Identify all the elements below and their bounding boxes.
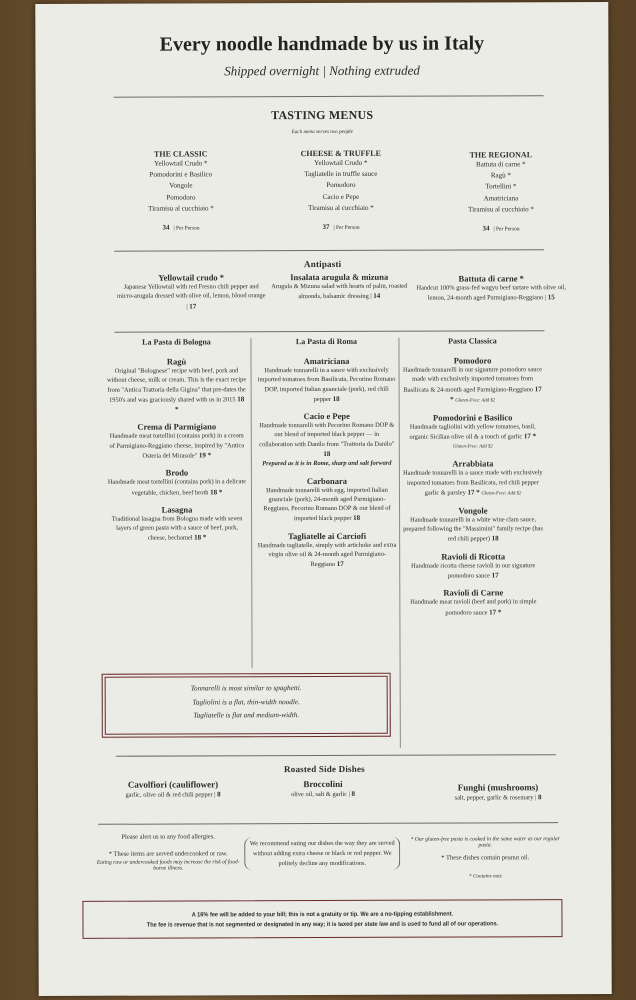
- fee-text: [103, 900, 543, 930]
- dish-name: Battuta di carne *: [458, 273, 524, 284]
- dish-name: Funghi (mushrooms): [457, 782, 539, 793]
- divider: [114, 330, 544, 333]
- dish-name: Ravioli di Ricotta: [441, 551, 506, 562]
- divider: [114, 249, 544, 252]
- tasting-menu-name: THE CLASSIC: [153, 149, 208, 159]
- dish-desc: Handmade tonnarelli with Pecorino Romano DOP & our blend of imported black pepper — in collaboration with Danilo from "Trattoria da Danilo": [259, 421, 395, 448]
- dish-desc: salt, pepper, garlic & rosemary: [454, 794, 534, 802]
- dish-price: 8: [217, 790, 221, 799]
- dish-name: Crema di Parmigiano: [137, 421, 217, 433]
- dish-price: 18 *: [210, 487, 223, 496]
- peanut-note: * These dishes contain peanut oil.: [441, 854, 530, 862]
- dish-name: Lasagna: [161, 504, 193, 515]
- dish-desc: Traditional lasagna from Bologna made with seven layers of green pasta with a sauce of beef, pork, cheese, bechamel: [111, 515, 243, 542]
- tasting-item: Tagliatelle in truffle sauce: [304, 169, 378, 179]
- menu-subtitle: Shipped overnight | Nothing extruded: [224, 62, 420, 79]
- dish-price: 8: [351, 789, 355, 798]
- dish-price: 17 *: [467, 488, 480, 497]
- service-fee-box: [82, 899, 562, 939]
- allergy-note: Please alert us to any food allergies.: [121, 833, 215, 841]
- tasting-menu-classic: THE CLASSIC Yellowtail Crudo * Pomodorini e Basilico Vongole Pomodoro Tiramisu al cucchiaio * 34 | Per Person: [101, 149, 261, 234]
- dish-desc: Handmade ricotta cheese ravioli in our signature pomodoro sauce: [411, 561, 536, 580]
- tasting-per: Per Person: [335, 224, 360, 231]
- divider: [116, 754, 556, 757]
- tasting-item: Pomodoro: [166, 193, 196, 202]
- tasting-price: 37: [322, 222, 330, 231]
- dish-price: 17 *: [450, 384, 542, 404]
- side-item: Broccolini olive oil, salt & garlic | 8: [253, 779, 393, 800]
- dish-desc: Handcut 100% grass-fed wagyu beef tartare with olive oil, lemon, 24-month aged Parmigiano-Reggiano: [416, 284, 567, 302]
- dish-name: Ravioli di Carne: [443, 587, 504, 598]
- pasta-shape-note-box: [102, 673, 391, 738]
- dish-price: 17: [189, 302, 197, 311]
- dish-name: Insalata arugula & mizuna: [290, 271, 389, 283]
- tasting-menu-regional: THE REGIONAL Battuta di carne * Ragù * Tortellini * Amatriciana Tiramisu al cucchiaio * 34 | Per Person: [421, 150, 581, 235]
- sides-title: Roasted Side Dishes: [284, 763, 365, 775]
- pasta-note-line: Tagliatelle is flat and medium-width.: [193, 711, 300, 720]
- dish-name: Pomodorini e Basilico: [433, 412, 513, 423]
- pasta-note-line: Tonnarelli is most similar to spaghetti.: [190, 684, 302, 693]
- undercooked-warning: Eating raw or undercooked foods may increase the risk of food-borne illness.: [96, 858, 240, 872]
- dish-name: Amatriciana: [303, 355, 350, 367]
- dish-name: Vongole: [458, 505, 488, 516]
- tasting-per: Per Person: [495, 226, 520, 233]
- tasting-note: Each menu serves two people: [291, 128, 353, 136]
- dish-price: 8: [537, 793, 542, 802]
- tasting-item: Pomodoro: [326, 181, 356, 190]
- tasting-item: Pomodorini e Basilico: [149, 170, 213, 179]
- dish-price: 15: [547, 293, 555, 302]
- dish-price: 18: [491, 534, 499, 543]
- menu-title: Every noodle handmade by us in Italy: [159, 32, 485, 56]
- dish-price: 18: [353, 514, 361, 523]
- tasting-item: Tiramisu al cucchiaio *: [468, 205, 534, 214]
- tasting-item: Amatriciana: [483, 193, 519, 203]
- dish-name: Carbonara: [306, 475, 348, 486]
- dish-name: Ragù: [166, 356, 187, 367]
- dish-name: Pomodoro: [453, 355, 492, 366]
- nuts-note: * Contains nuts: [469, 873, 502, 880]
- gluten-free-note: Gluten-Free: Add $2: [481, 491, 522, 497]
- dish-desc: Handmade tagliatelle, simply with artichoke and extra virgin olive oil & 24-month aged Parmigiano-Reggiano: [257, 541, 397, 569]
- column-title: La Pasta di Roma: [295, 336, 358, 347]
- fee-line: The fee is revenue that is not segmented or designated in any way; it is taxed per state law and is used to fund all of our operations.: [146, 920, 499, 929]
- tasting-item: Tiramisu al cucchiaio *: [148, 204, 214, 213]
- dish-price: 17: [336, 560, 344, 569]
- modification-policy: [244, 837, 400, 871]
- undercooked-note: * These items are served undercooked or raw.: [108, 850, 228, 858]
- antipasti-title: Antipasti: [304, 258, 342, 270]
- pasta-note-line: Tagliolini is a flat, thin-width noodle.: [192, 697, 300, 707]
- roma-column: [256, 337, 397, 570]
- dish-desc: olive oil, salt & garlic: [291, 790, 347, 799]
- dish-desc: Handmade tonnarelli in a sauce made with exclusively imported tomatoes from Basilicata, red chili pepper garlic & parsley: [403, 469, 543, 497]
- dish-name: Cavolfiori (cauliflower): [127, 779, 219, 790]
- dish-desc: Handmade meat tortellini (contains pork) in a delicate vegetable, chicken, beef broth: [107, 478, 247, 497]
- tasting-item: Yellowtail Crudo *: [314, 158, 368, 168]
- fee-line: A 16% fee will be added to your bill; this is not a gratuity or tip. We are a no-tipping establishment.: [191, 910, 454, 919]
- dish-desc: Handmade tonnarelli in a white wine clam sauce, prepared following the "Massimini" family recipe (has red chili pepper): [403, 516, 543, 543]
- dish-price: 17 *: [489, 607, 502, 616]
- dish-desc: Handmade tonnarelli in our signature pomodoro sauce made with exclusively imported tomatoes from Basilicata & 24-month aged Parmigiano-Reggiano: [402, 366, 543, 394]
- tasting-item: Vongole: [169, 181, 193, 190]
- dish-name: Yellowtail crudo *: [158, 272, 225, 283]
- dish-desc: garlic, olive oil & red chili pepper: [125, 791, 213, 799]
- tasting-price: 34: [482, 224, 490, 233]
- dish-name: Tagliatelle ai Carciofi: [288, 530, 367, 541]
- dish-name: Arrabbiata: [452, 458, 494, 469]
- dietary-notes: [410, 836, 560, 879]
- tasting-item: Yellowtail Crudo *: [154, 159, 208, 168]
- tasting-price: 34: [162, 223, 170, 232]
- dish-name: Broccolini: [303, 778, 343, 790]
- dish-name: Brodo: [165, 467, 189, 478]
- dish-price: 18: [332, 394, 340, 403]
- policy-text: We recommend eating our dishes the way they are served without adding extra cheese or black or red pepper. We politely decline any modifications.: [249, 839, 395, 867]
- dish-price: 18 *: [194, 533, 207, 542]
- tasting-menu-cheese-truffle: CHEESE & TRUFFLE Yellowtail Crudo * Tagliatelle in truffle sauce Pomodoro Cacio e Pepe Tiramisu al cucchiaio * 37 | Per Person: [261, 149, 421, 234]
- divider: [98, 822, 558, 825]
- antipasti-item: Yellowtail crudo * Japanese Yellowtail with red Fresno chili pepper and micro-arugula dressed with olive oil, lemon, blood orange | 17: [116, 272, 266, 311]
- dish-price: 18 *: [174, 395, 245, 414]
- classica-column: [402, 336, 543, 617]
- dish-desc: Arugula & Mizuna salad with hearts of palm, roasted almonds, balsamic dressing: [271, 282, 408, 301]
- side-item: Cavolfiori (cauliflower) garlic, olive oil & red chili pepper | 8: [98, 779, 248, 800]
- tasting-item: Ragù *: [490, 171, 511, 180]
- bologna-column: [106, 337, 247, 543]
- dish-price: 19 *: [198, 451, 212, 460]
- dish-desc: Handmade meat ravioli (beef and pork) in simple pomodoro sauce: [410, 598, 537, 617]
- tasting-title: TASTING MENUS: [271, 107, 374, 123]
- antipasti-item: Battuta di carne * Handcut 100% grass-fed wagyu beef tartare with olive oil, lemon, 24-month aged Parmigiano-Reggiano | 15: [416, 273, 567, 302]
- allergy-notes: [93, 833, 243, 871]
- gluten-free-note: Gluten-Free: Add $2: [452, 444, 493, 450]
- gluten-free-info: * Our gluten-free pasta is cooked in the same water as our regular pasta.: [410, 836, 560, 849]
- dish-price: 17 *: [523, 432, 537, 441]
- dish-desc: Japanese Yellowtail with red Fresno chili pepper and micro-arugula dressed with olive oil, lemon, blood orange: [116, 283, 266, 301]
- dish-name: Cacio e Pepe: [303, 411, 350, 422]
- column-divider: [250, 338, 252, 668]
- dish-desc: Handmade tagliolini with yellow tomatoes, basil, organic Sicilian olive oil & a touch of garlic: [409, 423, 536, 441]
- dish-price: 14: [373, 292, 381, 301]
- column-title: Pasta Classica: [448, 336, 497, 346]
- dish-note: Prepared as it is in Rome, sharp and salt forward: [262, 460, 392, 468]
- tasting-item: Cacio e Pepe: [322, 192, 360, 201]
- dish-desc: Handmade tonnarelli in a sauce with exclusively imported tomatoes from Basilicata, Pecorino Romano DOP, imported Italian guanciale (pork), red chili pepper: [257, 366, 396, 403]
- column-title: La Pasta di Bologna: [142, 337, 211, 347]
- menu-paper: [35, 2, 611, 996]
- dish-desc: Original "Bolognese" recipe with beef, pork and without cheese, milk or cream. This is the exact recipe from "Antica Trattoria della Gigina" that pre-dates the 1950's and was graciously shared with us in 2015: [106, 367, 247, 404]
- gluten-free-note: Gluten-Free: Add $2: [455, 398, 496, 404]
- tasting-item: Tortellini *: [485, 182, 517, 191]
- side-item: Funghi (mushrooms) salt, pepper, garlic & rosemary | 8: [418, 782, 578, 803]
- divider: [114, 95, 544, 98]
- antipasti-item: Insalata arugula & mizuna Arugula & Mizuna salad with hearts of palm, roasted almonds, balsamic dressing | 14: [264, 272, 414, 302]
- dish-desc: Handmade tonnarelli with egg, imported Italian guanciale (pork), 24-month aged Parmigiano-Reggiano, Pecorino Romano DOP & our blend of imported black pepper: [263, 486, 391, 523]
- dish-price: 17: [491, 571, 499, 580]
- dish-price: 18: [323, 449, 331, 458]
- tasting-item: Tiramisu al cucchiaio *: [308, 203, 374, 212]
- tasting-menu-name: THE REGIONAL: [469, 150, 533, 160]
- tasting-menu-name: CHEESE & TRUFFLE: [300, 148, 381, 159]
- column-divider: [398, 338, 400, 748]
- dish-desc: Handmade meat tortellini (contains pork) in a cream of Parmigiano-Reggiano cheese, inspired by "Antica Osteria del Mirasole": [109, 432, 245, 460]
- tasting-item: Battuta di carne *: [476, 160, 526, 169]
- tasting-per: Per Person: [175, 225, 200, 232]
